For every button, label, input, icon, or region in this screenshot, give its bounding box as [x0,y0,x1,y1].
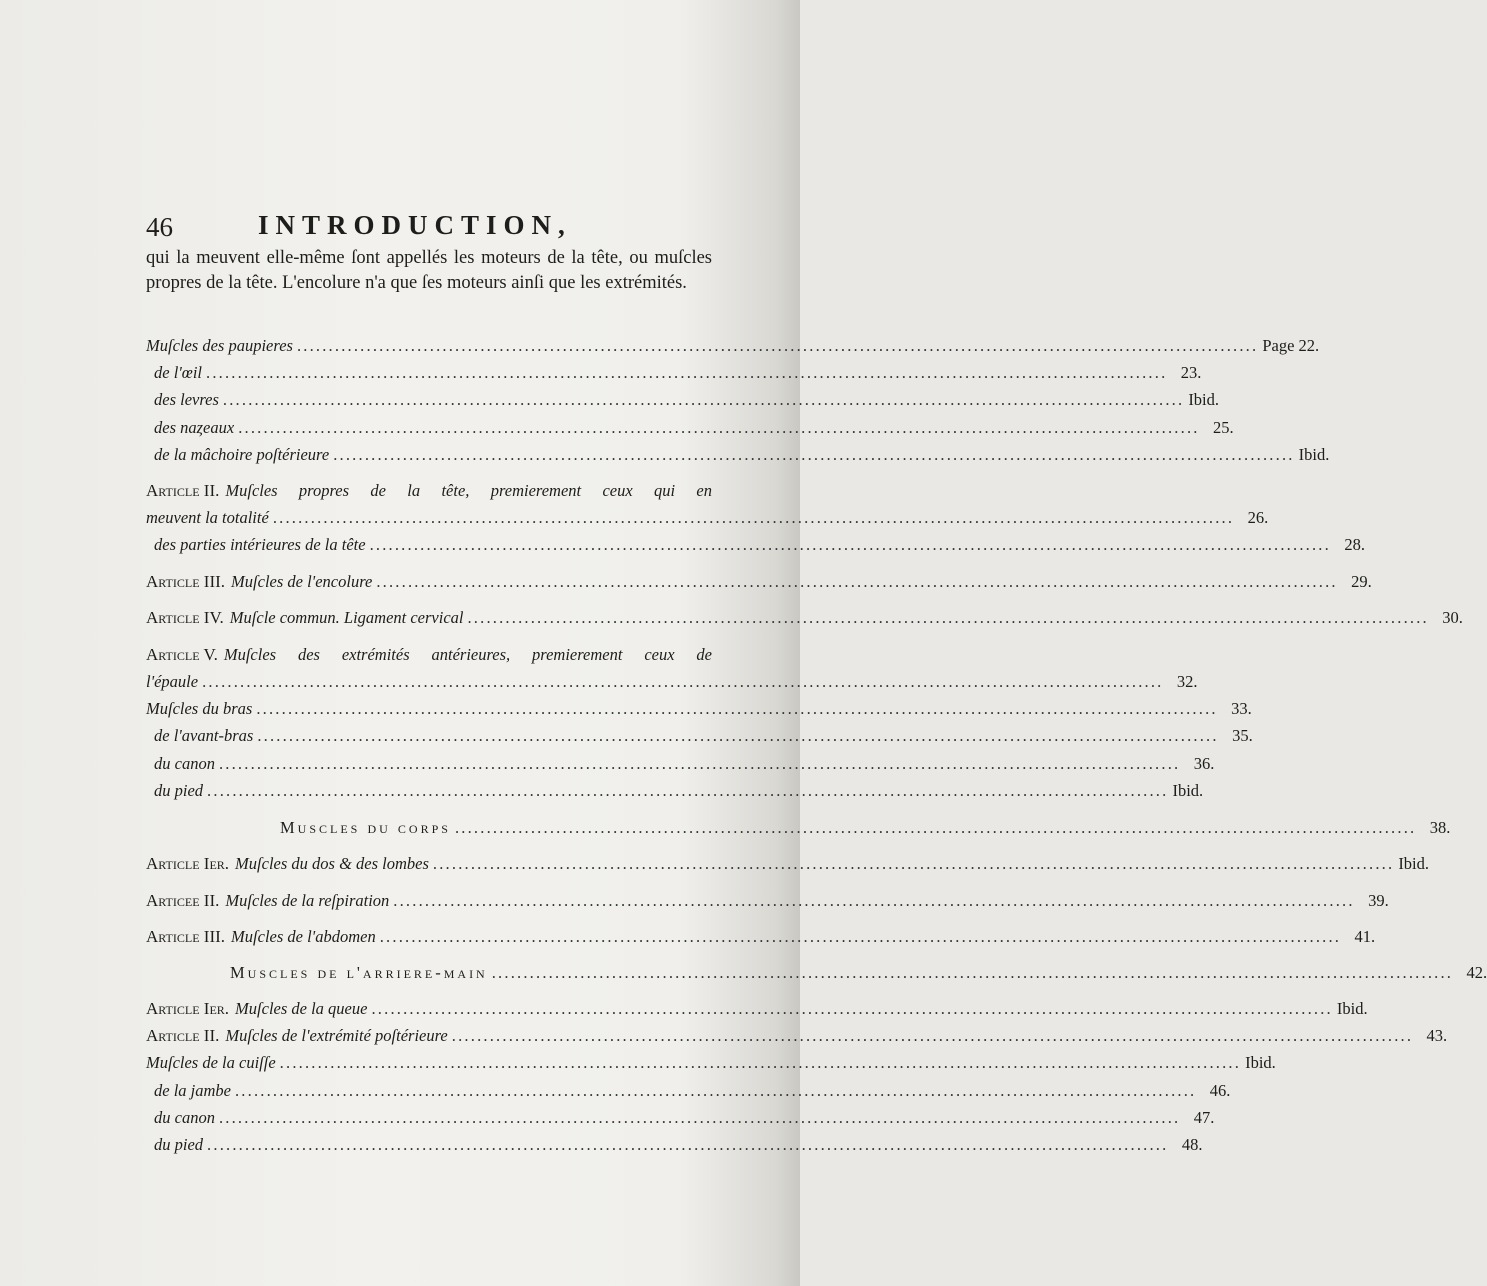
entry-title: du pied [154,1135,204,1154]
toc-entry [146,445,1330,469]
toc-entry [146,1135,1203,1159]
leader-dots [333,445,1294,465]
leader-dots [455,818,1416,838]
toc-entry [146,481,712,505]
toc-entry [146,781,1204,805]
article-label: Article V. [146,645,218,664]
page-reference: 25. [1212,418,1234,437]
page-reference: 36. [1193,754,1215,773]
article-label: Articee II. [146,891,220,910]
leader-dots [223,390,1184,410]
entry-title: du canon [154,1108,215,1127]
entry-title: Muſcles du bras [146,699,253,718]
leader-dots [433,854,1394,874]
article-label: Article III. [146,927,226,946]
page-reference: Ibid. [1245,1053,1276,1072]
entry-title: Muſcles propres de la tête, premierement ceux qui en [225,481,712,500]
toc-entry [146,508,1269,532]
article-label: Article II. [146,1026,220,1045]
toc-section-heading [146,963,1487,987]
toc-entry [146,390,1220,414]
toc-entry [146,854,1430,878]
entry-title: meuvent la totalité [146,508,269,527]
entry-title: du pied [154,781,204,800]
leader-dots [280,1053,1241,1073]
page-reference: Ibid. [1188,390,1220,409]
page-reference: 33. [1231,699,1252,718]
page-reference: 47. [1193,1108,1215,1127]
section-heading: Muscles de l'arriere-main [230,963,488,982]
leader-dots [467,608,1428,628]
entry-title: de la mâchoire poſtérieure [154,445,330,464]
page-number: 46 [146,212,173,242]
entry-title: des naȥeaux [154,418,235,437]
toc-entry [146,672,1198,696]
article-label: Article II. [146,481,220,500]
entry-title: Muſcles de l'extrémité poſtérieure [225,1026,448,1045]
toc-entry [146,1108,1215,1132]
toc-entry [146,754,1215,778]
leader-dots [393,891,1354,911]
leader-dots [202,672,1163,692]
leader-dots [492,963,1453,983]
toc-entry [146,1026,1448,1050]
toc-section-heading [146,818,1451,842]
entry-title: des parties intérieures de la tête [154,535,366,554]
toc-entry [146,1053,1276,1077]
leader-dots [257,726,1218,746]
leader-dots [371,999,1332,1019]
page-reference: 38. [1429,818,1451,837]
page-reference: Page 22. [1262,336,1320,355]
entry-title: Muſcles de la queue [235,999,368,1018]
page-reference: 28. [1344,535,1365,554]
leader-dots [238,418,1199,438]
entry-title: de l'avant-bras [154,726,254,745]
page-reference: Ibid. [1172,781,1204,800]
entry-title: Muſcles de la reſpiration [225,891,390,910]
toc-entry [146,572,1372,596]
page-reference: 42. [1466,963,1487,982]
toc-entry [146,645,712,669]
entry-title: Muſcles des paupieres [146,336,293,355]
page-reference: 35. [1232,726,1253,745]
entry-title: Muſcles de l'abdomen [231,927,376,946]
leader-dots [297,336,1258,356]
intro-text: qui la meuvent elle-même ſont appellés les moteurs de la tête, ou muſcles propres de la tête. L'encolure n'a que ſes moteurs ainſi que les extrémités. [146,248,712,293]
leader-dots [273,508,1234,528]
page-reference: 39. [1368,891,1389,910]
toc-entry [146,363,1202,387]
running-title: INTRODUCTION, [258,210,572,240]
page-reference: Ibid. [1298,445,1330,464]
page-reference: 26. [1247,508,1269,527]
toc-entry [146,999,1368,1023]
toc-entry [146,608,1463,632]
page-reference: 30. [1442,608,1463,627]
leader-dots [256,699,1217,719]
page-reference: Ibid. [1398,854,1430,873]
page-reference: 43. [1426,1026,1448,1045]
entry-title: de la jambe [154,1081,231,1100]
leader-dots [235,1081,1196,1101]
leader-dots [219,1108,1180,1128]
page-header [146,204,716,244]
entry-title: Muſcles du dos & des lombes [235,854,429,873]
toc-entry [146,699,1252,723]
page-reference: 48. [1181,1135,1203,1154]
article-label: Article Ier. [146,999,230,1018]
toc-entry [146,891,1389,915]
page-reference: 46. [1209,1081,1231,1100]
entry-title: Muſcle commun. Ligament cervical [229,608,464,627]
article-label: Article Ier. [146,854,230,873]
leader-dots [207,1135,1168,1155]
entry-title: de l'œil [154,363,202,382]
entry-title: Muſcles de l'encolure [231,572,373,591]
page-reference: Ibid. [1336,999,1368,1018]
page-reference: 23. [1180,363,1202,382]
toc-entry [146,418,1234,442]
article-label: Article IV. [146,608,224,627]
leader-dots [376,572,1337,592]
leader-dots [380,927,1341,947]
entry-title: Muſcles des extrémités antérieures, premierement ceux de [223,645,712,664]
section-heading: Muscles du corps [280,818,451,837]
leader-dots [207,781,1168,801]
page-reference: 41. [1354,927,1376,946]
toc-entry [146,726,1253,750]
page-reference: 32. [1176,672,1198,691]
page-reference: 29. [1351,572,1372,591]
entry-title: Muſcles de la cuiſſe [146,1053,276,1072]
leader-dots [452,1026,1413,1046]
article-label: Article III. [146,572,226,591]
entry-title: l'épaule [146,672,199,691]
toc-entry [146,1081,1231,1105]
leader-dots [206,363,1167,383]
intro-paragraph [146,246,712,296]
entry-title: des levres [154,390,219,409]
entry-title: du canon [154,754,215,773]
toc-entry [146,336,1320,360]
toc-entry [146,535,1365,559]
leader-dots [219,754,1180,774]
toc-entry [146,927,1376,951]
leader-dots [370,535,1331,555]
